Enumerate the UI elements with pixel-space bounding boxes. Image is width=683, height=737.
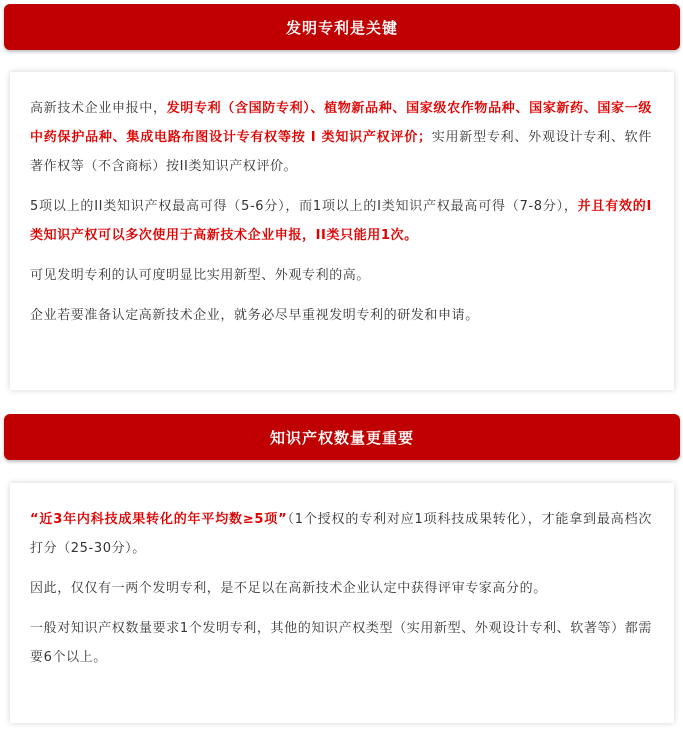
section-title-banner [4, 4, 680, 50]
content-card [10, 72, 674, 390]
paragraph [30, 192, 652, 250]
text-run: 实用新型专利、外观设计专利、软件著作权等（不含商标）按II类知识产权评价。 [30, 130, 652, 174]
paragraph: 一般对知识产权数量要求1个发明专利，其他的知识产权类型（实用新型、外观设计专利、软著等）都需要6个以上。 [30, 621, 652, 665]
text-run: （1个授权的专利对应1项科技成果转化），才能拿到最高档次打分（25-30分）。 [30, 512, 652, 556]
highlight-text: “近3年内科技成果转化的年平均数≥5项” [30, 512, 288, 527]
paragraph [30, 94, 652, 181]
section-title: 知识产权数量更重要 [269, 428, 414, 447]
content-card [10, 483, 674, 723]
section-title: 发明专利是关键 [285, 18, 398, 37]
section-title-banner [4, 414, 680, 460]
text-run: 5项以上的II类知识产权最高可得（5-6分），而1项以上的I类知识产权最高可得（7-8分）， [30, 199, 578, 214]
highlight-text: 发明专利（含国防专利）、植物新品种、国家级农作物品种、国家新药、国家一级中药保护品种、集成电路布图设计专有权等按 I 类知识产权评价； [30, 101, 652, 145]
paragraph [30, 505, 652, 563]
paragraph: 可见发明专利的认可度明显比实用新型、外观专利的高。 [30, 268, 371, 283]
highlight-text: 并且有效的I类知识产权可以多次使用于高新技术企业申报，II类只能用1次。 [30, 199, 652, 243]
paragraph: 企业若要准备认定高新技术企业，就务必尽早重视发明专利的研发和申请。 [30, 308, 479, 323]
paragraph: 因此，仅仅有一两个发明专利，是不足以在高新技术企业认定中获得评审专家高分的。 [30, 581, 547, 596]
text-run: 高新技术企业申报中， [30, 101, 167, 116]
